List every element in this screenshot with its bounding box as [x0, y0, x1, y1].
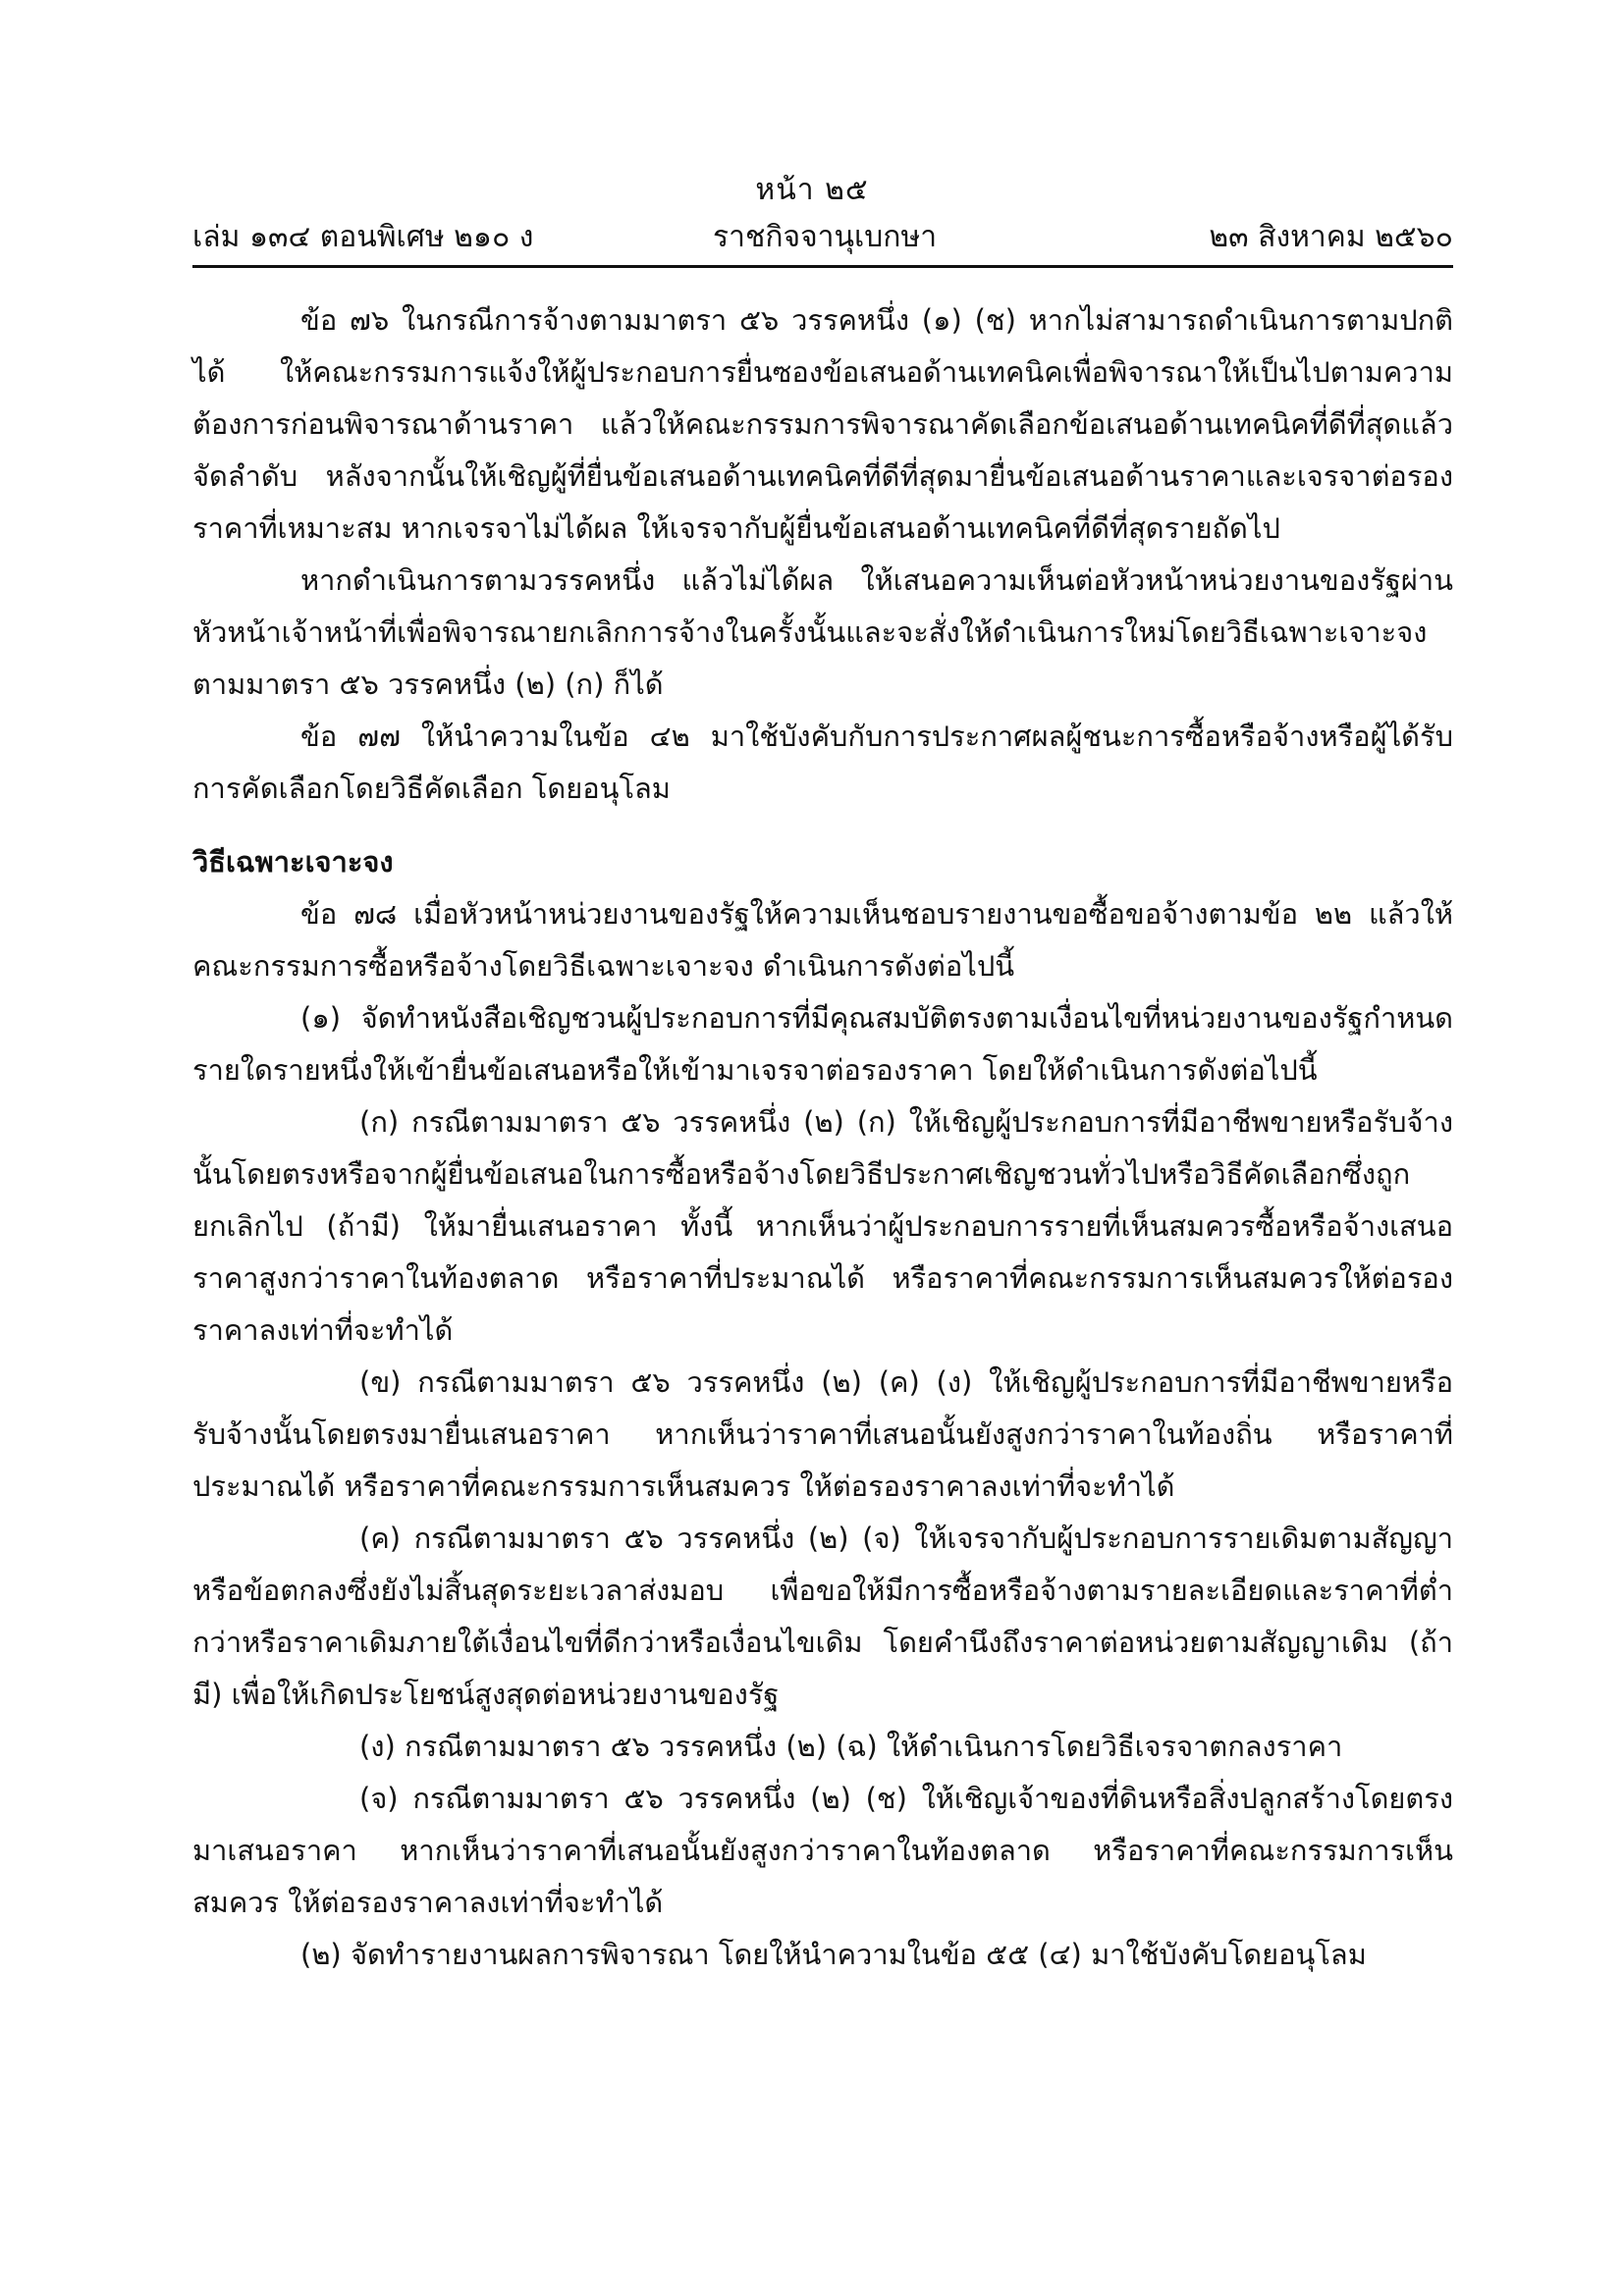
- clause-78: ข้อ ๗๘ เมื่อหัวหน้าหน่วยงานของรัฐให้ความเห็นชอบรายงานขอซื้อขอจ้างตามข้อ ๒๒ แล้วให้คณะกรรมการซื้อหรือจ้างโดยวิธีเฉพาะเจาะจง ดำเนินการดังต่อไปนี้: [192, 897, 1453, 983]
- gazette-header: [192, 214, 1453, 255]
- sub-item-c: (ค) กรณีตามมาตรา ๕๖ วรรคหนึ่ง (๒) (จ) ให้เจรจากับผู้ประกอบการรายเดิมตามสัญญาหรือข้อตกลงซึ่งยังไม่สิ้นสุดระยะเวลาส่งมอบ เพื่อขอให้มีการซื้อหรือจ้างตามรายละเอียดและราคาที่ต่ำกว่าหรือราคาเดิมภายใต้เงื่อนไขที่ดีกว่าหรือเงื่อนไขเดิม โดยคำนึงถึงราคาต่อหน่วยตามสัญญาเดิม (ถ้ามี) เพื่อให้เกิดประโยชน์สูงสุดต่อหน่วยงานของรัฐ: [192, 1522, 1453, 1711]
- clause-76-para-2: หากดำเนินการตามวรรคหนึ่ง แล้วไม่ได้ผล ให้เสนอความเห็นต่อหัวหน้าหน่วยงานของรัฐผ่านหัวหน้าเจ้าหน้าที่เพื่อพิจารณายกเลิกการจ้างในครั้งนั้นและจะสั่งให้ดำเนินการใหม่โดยวิธีเฉพาะเจาะจงตามมาตรา ๕๖ วรรคหนึ่ง (๒) (ก) ก็ได้: [192, 563, 1453, 701]
- document-body: [192, 294, 1453, 1981]
- header-divider: [192, 265, 1453, 268]
- page-number: หน้า ๒๕: [755, 173, 869, 207]
- clause-77: ข้อ ๗๗ ให้นำความในข้อ ๔๒ มาใช้บังคับกับการประกาศผลผู้ชนะการซื้อหรือจ้างหรือผู้ได้รับการคัดเลือกโดยวิธีคัดเลือก โดยอนุโลม: [192, 720, 1453, 805]
- sub-item-b: (ข) กรณีตามมาตรา ๕๖ วรรคหนึ่ง (๒) (ค) (ง) ให้เชิญผู้ประกอบการที่มีอาชีพขายหรือรับจ้างนั้นโดยตรงมายื่นเสนอราคา หากเห็นว่าราคาที่เสนอนั้นยังสูงกว่าราคาในท้องถิ่น หรือราคาที่ประมาณได้ หรือราคาที่คณะกรรมการเห็นสมควร ให้ต่อรองราคาลงเท่าที่จะทำได้: [192, 1365, 1453, 1503]
- item-2: (๒) จัดทำรายงานผลการพิจารณา โดยให้นำความในข้อ ๕๕ (๔) มาใช้บังคับโดยอนุโลม: [300, 1938, 1367, 1971]
- sub-item-a: (ก) กรณีตามมาตรา ๕๖ วรรคหนึ่ง (๒) (ก) ให้เชิญผู้ประกอบการที่มีอาชีพขายหรือรับจ้างนั้นโดยตรงหรือจากผู้ยื่นข้อเสนอในการซื้อหรือจ้างโดยวิธีประกาศเชิญชวนทั่วไปหรือวิธีคัดเลือกซึ่งถูกยกเลิกไป (ถ้ามี) ให้มายื่นเสนอราคา ทั้งนี้ หากเห็นว่าผู้ประกอบการรายที่เห็นสมควรซื้อหรือจ้างเสนอราคาสูงกว่าราคาในท้องตลาด หรือราคาที่ประมาณได้ หรือราคาที่คณะกรรมการเห็นสมควรให้ต่อรองราคาลงเท่าที่จะทำได้: [192, 1105, 1453, 1347]
- sub-item-d: (ง) กรณีตามมาตรา ๕๖ วรรคหนึ่ง (๒) (ฉ) ให้ดำเนินการโดยวิธีเจรจาตกลงราคา: [359, 1730, 1343, 1763]
- publication-date: ๒๓ สิงหาคม ๒๕๖๐: [1209, 220, 1453, 254]
- publication-title: ราชกิจจานุเบกษา: [713, 220, 938, 254]
- section-heading: วิธีเฉพาะเจาะจง: [192, 845, 394, 879]
- item-1: (๑) จัดทำหนังสือเชิญชวนผู้ประกอบการที่มีคุณสมบัติตรงตามเงื่อนไขที่หน่วยงานของรัฐกำหนดรายใดรายหนึ่งให้เข้ายื่นข้อเสนอหรือให้เข้ามาเจรจาต่อรองราคา โดยให้ดำเนินการดังต่อไปนี้: [192, 1001, 1453, 1087]
- sub-item-e: (จ) กรณีตามมาตรา ๕๖ วรรคหนึ่ง (๒) (ช) ให้เชิญเจ้าของที่ดินหรือสิ่งปลูกสร้างโดยตรงมาเสนอราคา หากเห็นว่าราคาที่เสนอนั้นยังสูงกว่าราคาในท้องตลาด หรือราคาที่คณะกรรมการเห็นสมควร ให้ต่อรองราคาลงเท่าที่จะทำได้: [192, 1782, 1453, 1919]
- clause-76: ข้อ ๗๖ ในกรณีการจ้างตามมาตรา ๕๖ วรรคหนึ่ง (๑) (ช) หากไม่สามารถดำเนินการตามปกติได้ ให้คณะกรรมการแจ้งให้ผู้ประกอบการยื่นซองข้อเสนอด้านเทคนิคเพื่อพิจารณาให้เป็นไปตามความต้องการก่อนพิจารณาด้านราคา แล้วให้คณะกรรมการพิจารณาคัดเลือกข้อเสนอด้านเทคนิคที่ดีที่สุดแล้วจัดลำดับ หลังจากนั้นให้เชิญผู้ที่ยื่นข้อเสนอด้านเทคนิคที่ดีที่สุดมายื่นข้อเสนอด้านราคาและเจรจาต่อรองราคาที่เหมาะสม หากเจรจาไม่ได้ผล ให้เจรจากับผู้ยื่นข้อเสนอด้านเทคนิคที่ดีที่สุดรายถัดไป: [192, 303, 1453, 545]
- volume-issue: เล่ม ๑๓๔ ตอนพิเศษ ๒๑๐ ง: [192, 220, 534, 254]
